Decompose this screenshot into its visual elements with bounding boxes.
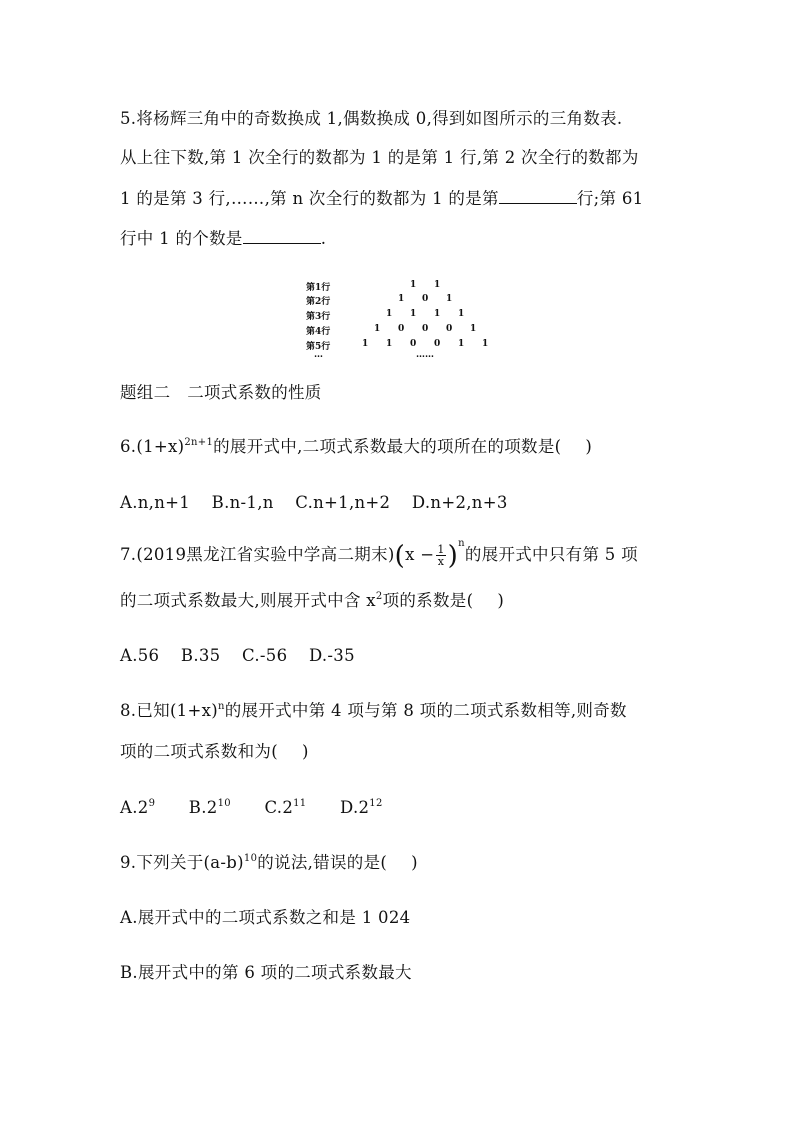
q6-option-b[interactable]: B.n-1,n	[211, 493, 274, 512]
q6-option-a[interactable]: A.n,n+1	[120, 493, 191, 512]
q8-options	[120, 797, 399, 819]
q5-line-3	[120, 187, 643, 210]
q7-prefix: 7.(2019黑龙江省实验中学高二期末)	[120, 545, 395, 564]
q8-close: )	[301, 742, 309, 761]
q5-line-4-end: .	[320, 229, 327, 248]
q7-close: )	[497, 591, 505, 610]
q9-text: 的说法,错误的是(	[257, 853, 388, 872]
q7-line-2	[120, 590, 504, 612]
q7-x-exponent: 2	[375, 591, 383, 602]
q6-text: 的展开式中,二项式系数最大的项所在的项数是(	[213, 437, 562, 456]
q7-line-2-text: 的二项式系数最大,则展开式中含 x	[120, 591, 376, 610]
triangle-cell: 1	[482, 339, 489, 349]
q8-text: 的展开式中第 4 项与第 8 项的二项式系数相等,则奇数	[224, 701, 627, 720]
q8-prefix: 8.已知(1+x)	[120, 701, 218, 720]
triangle-cell: 1	[362, 339, 369, 349]
triangle-cell: 1	[434, 309, 441, 319]
q8-line-2-text: 项的二项式系数和为(	[120, 742, 278, 761]
triangle-cell: 1	[374, 324, 381, 334]
q6-option-d[interactable]: D.n+2,n+3	[411, 493, 508, 512]
q7-expr-x: x −	[405, 545, 435, 564]
triangle-cell: 0	[398, 324, 405, 334]
q7-exponent: n	[458, 538, 465, 549]
triangle-cell: 1	[386, 339, 393, 349]
triangle-cell: 1	[470, 324, 477, 334]
triangle-row-label: 第5行	[306, 342, 331, 352]
triangle-cell: 1	[410, 280, 417, 290]
q7-text: 的展开式中只有第 5 项	[464, 545, 638, 564]
triangle-cell: 1	[398, 294, 405, 304]
q6-stem	[120, 436, 592, 458]
q8-exponent: n	[217, 701, 225, 712]
q7-option-a[interactable]: A.56	[120, 646, 160, 665]
triangle-cell: 0	[434, 339, 441, 349]
q8-option-b[interactable]: $B.2^{10}$	[188, 798, 231, 817]
q9-prefix: 9.下列关于(a-b)	[120, 853, 244, 872]
answer-blank-1[interactable]	[499, 187, 577, 204]
q7-option-d[interactable]: D.-35	[308, 646, 355, 665]
q8-option-a[interactable]: $A.2^9$	[120, 798, 156, 817]
q6-options	[120, 492, 524, 514]
triangle-cell: 0	[422, 324, 429, 334]
q5-line-3-end: 行;第 61	[576, 189, 644, 208]
triangle-cell: 0	[422, 294, 429, 304]
q7-line-2-end: 项的系数是(	[382, 591, 474, 610]
triangle-cell: 1	[386, 309, 393, 319]
q9-stem	[120, 852, 418, 874]
q6-prefix: 6.(1+x)	[120, 437, 185, 456]
q5-line-2: 从上往下数,第 1 次全行的数都为 1 的是第 1 行,第 2 次全行的数都为	[120, 148, 639, 167]
q8-line-2	[120, 741, 309, 763]
section-title: 题组二 二项式系数的性质	[120, 383, 322, 402]
q9-exponent: 10	[243, 853, 258, 864]
q5-line-3-text: 1 的是第 3 行,……,第 n 次全行的数都为 1 的是第	[120, 189, 499, 208]
triangle-row-label: 第3行	[306, 312, 331, 322]
triangle-row-label: 第1行	[306, 283, 331, 293]
triangle-cell: 0	[410, 339, 417, 349]
triangle-row-label: 第4行	[306, 327, 331, 337]
triangle-cell: 1	[434, 280, 441, 290]
q8-option-c[interactable]: $C.2^{11}$	[264, 798, 307, 817]
q7-fraction: $\frac{1}{x}$	[437, 543, 445, 568]
triangle-cell: 1	[458, 309, 465, 319]
triangle-ellipsis: ……	[416, 350, 434, 360]
q6-close: )	[585, 437, 593, 456]
q5-line-4-text: 行中 1 的个数是	[120, 229, 243, 248]
q6-option-c[interactable]: C.n+1,n+2	[295, 493, 391, 512]
q8-option-d[interactable]: $D.2^{12}$	[340, 798, 383, 817]
answer-blank-2[interactable]	[243, 227, 321, 244]
q9-option-b[interactable]: B.展开式中的第 6 项的二项式系数最大	[120, 963, 412, 982]
q5-line-1: 5.将杨辉三角中的奇数换成 1,偶数换成 0,得到如图所示的三角数表.	[120, 109, 623, 128]
triangle-row-label: …	[314, 350, 323, 360]
triangle-row-label: 第2行	[306, 297, 331, 307]
triangle-cell: 1	[410, 309, 417, 319]
q7-option-b[interactable]: B.35	[180, 646, 221, 665]
q8-stem	[120, 700, 627, 722]
q6-exponent: 2n+1	[184, 437, 214, 448]
q7-option-c[interactable]: C.-56	[242, 646, 288, 665]
q7-options	[120, 645, 371, 667]
q9-option-a[interactable]: A.展开式中的二项式系数之和是 1 024	[120, 908, 411, 927]
q5-line-4	[120, 227, 326, 250]
triangle-cell: 1	[458, 339, 465, 349]
q9-close: )	[411, 853, 418, 872]
q7-stem: 7.(2019黑龙江省实验中学高二期末)(x − $\frac{1}{x}$ )$^n$的展开式中只有第 5 项	[120, 538, 638, 571]
triangle-cell: 0	[446, 324, 453, 334]
triangle-cell: 1	[446, 294, 453, 304]
